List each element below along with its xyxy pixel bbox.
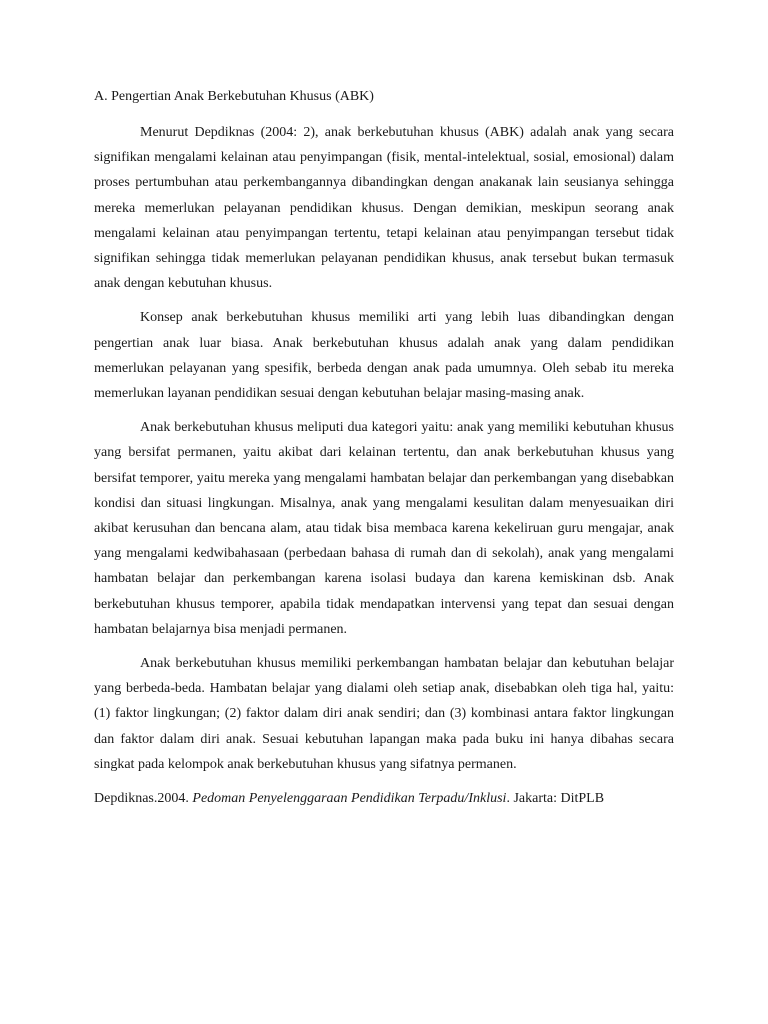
paragraph-3: Anak berkebutuhan khusus meliputi dua kategori yaitu: anak yang memiliki kebutuhan khusus yang bersifat permanen, yaitu akibat dari kelainan tertentu, dan anak berkebutuhan khusus yang bersifat temporer, yaitu mereka yang mengalami hambatan belajar dan perkembangan yang disebabkan kondisi dan situasi lingkungan. Misalnya, anak yang mengalami kesulitan dalam menyesuaikan diri akibat kerusuhan dan bencana alam, atau tidak bisa membaca karena kekeliruan guru mengajar, anak yang mengalami kedwibahasaan (perbedaan bahasa di rumah dan di sekolah), anak yang mengalami hambatan belajar dan perkembangan karena isolasi budaya dan karena kemiskinan dsb. Anak berkebutuhan khusus temporer, apabila tidak mendapatkan intervensi yang tepat dan sesuai dengan hambatan belajarnya bisa menjadi permanen. xyxy=(94,420,674,637)
paragraph-2: Konsep anak berkebutuhan khusus memiliki arti yang lebih luas dibandingkan dengan pengertian anak luar biasa. Anak berkebutuhan khusus adalah anak yang dalam pendidikan memerlukan pelayanan yang spesifik, berbeda dengan anak pada umumnya. Oleh sebab itu mereka memerlukan layanan pendidikan sesuai dengan kebutuhan belajar masing-masing anak. xyxy=(94,310,674,402)
section-heading: A. Pengertian Anak Berkebutuhan Khusus (ABK) xyxy=(94,89,374,104)
reference-author-year: Depdiknas.2004. xyxy=(94,791,193,807)
paragraph-1: Menurut Depdiknas (2004: 2), anak berkebutuhan khusus (ABK) adalah anak yang secara signifikan mengalami kelainan atau penyimpangan (fisik, mental-intelektual, sosial, emosional) dalam proses pertumbuhan atau perkembangannya dibandingkan dengan anakanak lain seusianya sehingga mereka memerlukan pelayanan pendidikan khusus. Dengan demikian, meskipun seorang anak mengalami kelainan atau penyimpangan tertentu, tetapi kelainan atau penyimpangan tersebut tidak signifikan sehingga tidak memerlukan pelayanan pendidikan khusus, anak tersebut bukan termasuk anak dengan kebutuhan khusus. xyxy=(94,125,674,292)
reference-publisher: . Jakarta: DitPLB xyxy=(506,791,605,807)
paragraph-4: Anak berkebutuhan khusus memiliki perkembangan hambatan belajar dan kebutuhan belajar yang berbeda-beda. Hambatan belajar yang dialami oleh setiap anak, disebabkan oleh tiga hal, yaitu: (1) faktor lingkungan; (2) faktor dalam diri anak sendiri; dan (3) kombinasi antara faktor lingkungan dan faktor dalam diri anak. Sesuai kebutuhan lapangan maka pada buku ini hanya dibahas secara singkat pada kelompok anak berkebutuhan khusus yang sifatnya permanen. xyxy=(94,656,674,772)
reference-title: Pedoman Penyelenggaraan Pendidikan Terpadu/Inklusi xyxy=(192,791,507,807)
reference xyxy=(94,786,674,812)
document-body xyxy=(94,84,674,812)
